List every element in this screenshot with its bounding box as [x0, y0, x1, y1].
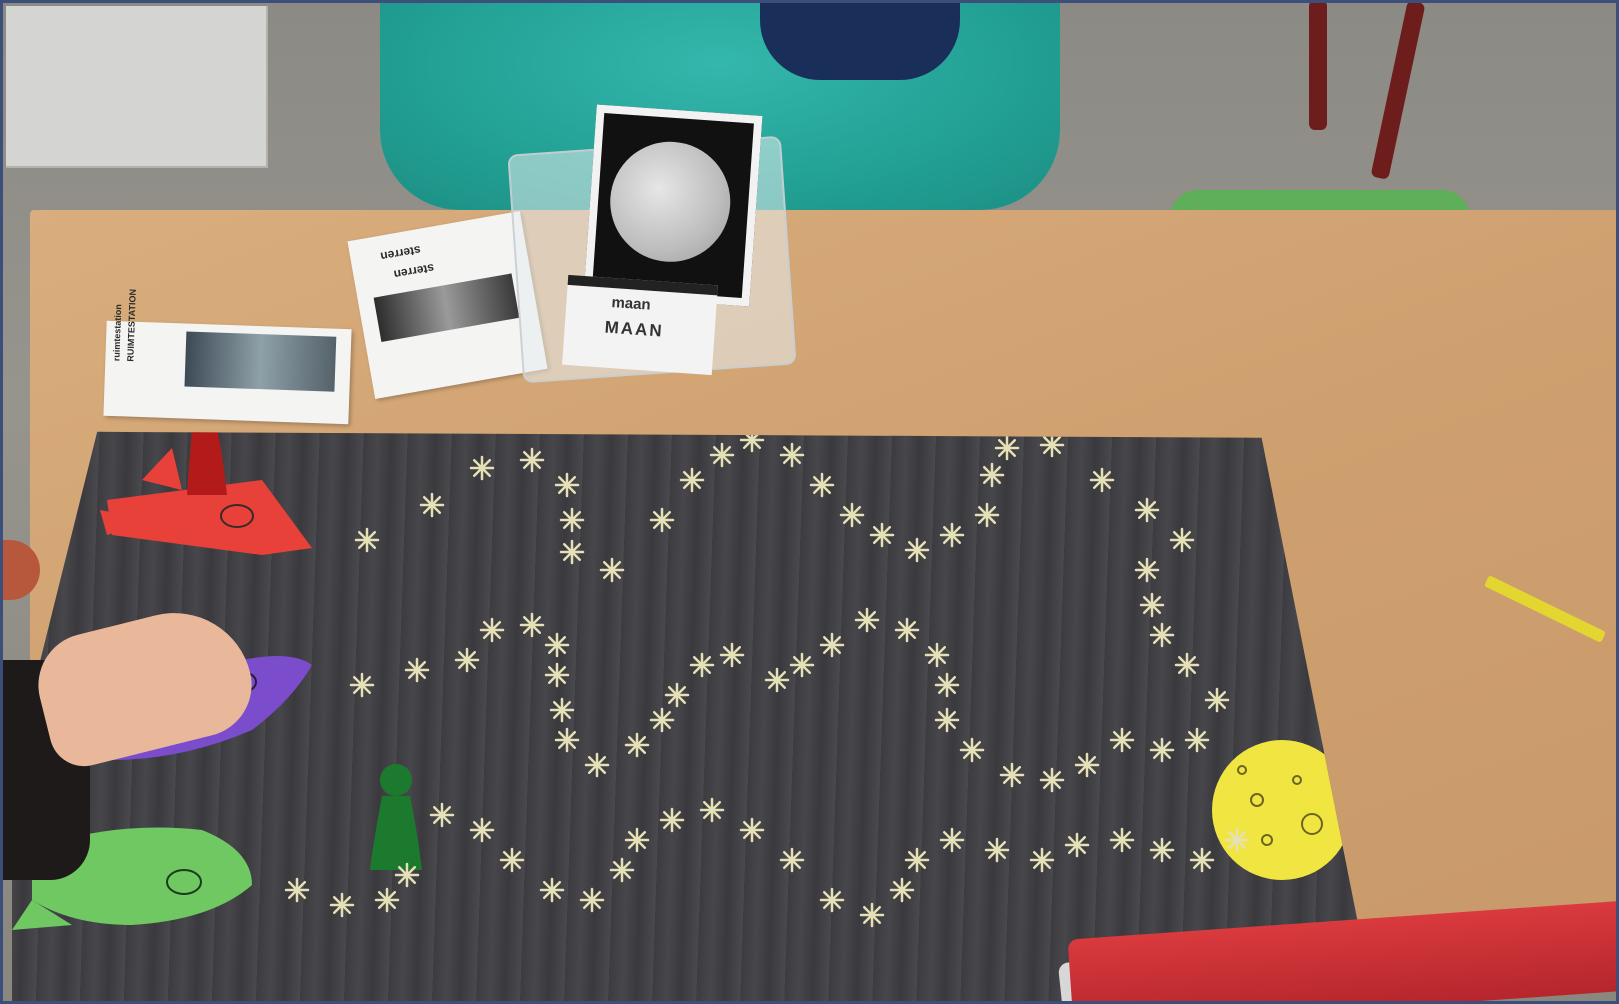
moon-photo [606, 138, 734, 266]
card-label: ruimtestation [111, 303, 124, 362]
star [651, 509, 673, 531]
star [601, 559, 623, 581]
star [406, 659, 428, 681]
star [546, 664, 568, 686]
star [961, 739, 983, 761]
star [561, 509, 583, 531]
star [1066, 834, 1088, 856]
star [356, 529, 378, 551]
star [626, 829, 648, 851]
star [1031, 849, 1053, 871]
star [351, 674, 373, 696]
star [581, 889, 603, 911]
star [521, 614, 543, 636]
star [821, 634, 843, 656]
star [586, 754, 608, 776]
star [501, 849, 523, 871]
star [1226, 829, 1248, 851]
star [286, 879, 308, 901]
star [1041, 434, 1063, 456]
star [856, 609, 878, 631]
star [431, 804, 453, 826]
star [626, 734, 648, 756]
card-label: RUIMTESTATION [125, 288, 138, 362]
star [1136, 559, 1158, 581]
card-ruimtestation [103, 288, 351, 424]
star [551, 699, 573, 721]
star [926, 644, 948, 666]
star [1136, 499, 1158, 521]
star [681, 469, 703, 491]
white-panel [6, 6, 268, 168]
star [996, 437, 1018, 459]
star [561, 541, 583, 563]
star [906, 539, 928, 561]
star [871, 524, 893, 546]
star [791, 654, 813, 676]
star [941, 524, 963, 546]
star [741, 819, 763, 841]
star [1206, 689, 1228, 711]
star [896, 619, 918, 641]
moon-picture-card [584, 104, 763, 306]
star [986, 839, 1008, 861]
star [421, 494, 443, 516]
green-pawn [370, 764, 422, 870]
star [711, 444, 733, 466]
star [936, 674, 958, 696]
star [556, 729, 578, 751]
star [721, 644, 743, 666]
star [1076, 754, 1098, 776]
star [766, 669, 788, 691]
star [941, 829, 963, 851]
star [1141, 594, 1163, 616]
star [936, 709, 958, 731]
card-label: sterren [392, 260, 436, 282]
star [396, 864, 418, 886]
star [1151, 739, 1173, 761]
star [331, 894, 353, 916]
star [861, 904, 883, 926]
star [841, 504, 863, 526]
child-collar [760, 0, 960, 80]
star [651, 709, 673, 731]
star [1091, 469, 1113, 491]
star [1171, 529, 1193, 551]
star [811, 474, 833, 496]
star [481, 619, 503, 641]
star [546, 634, 568, 656]
star [701, 799, 723, 821]
star [1111, 829, 1133, 851]
star [821, 889, 843, 911]
star [1041, 769, 1063, 791]
card-label: sterren [379, 242, 422, 264]
star [1001, 764, 1023, 786]
star [661, 809, 683, 831]
star [1176, 654, 1198, 676]
star [1151, 839, 1173, 861]
star [976, 504, 998, 526]
star-path [286, 429, 1248, 926]
star [471, 457, 493, 479]
star [1111, 729, 1133, 751]
star [1191, 849, 1213, 871]
star [891, 879, 913, 901]
star [376, 889, 398, 911]
star [456, 649, 478, 671]
maan-label-card [562, 275, 718, 375]
red-chair-legs [1299, 0, 1509, 190]
label-word-small: maan [610, 293, 652, 314]
star [981, 464, 1003, 486]
star [471, 819, 493, 841]
star [666, 684, 688, 706]
star [611, 859, 633, 881]
star [906, 849, 928, 871]
star [1151, 624, 1173, 646]
star [781, 444, 803, 466]
star [521, 449, 543, 471]
star [691, 654, 713, 676]
star [541, 879, 563, 901]
star [1186, 729, 1208, 751]
label-word-large: MAAN [604, 317, 665, 341]
star [781, 849, 803, 871]
star [556, 474, 578, 496]
